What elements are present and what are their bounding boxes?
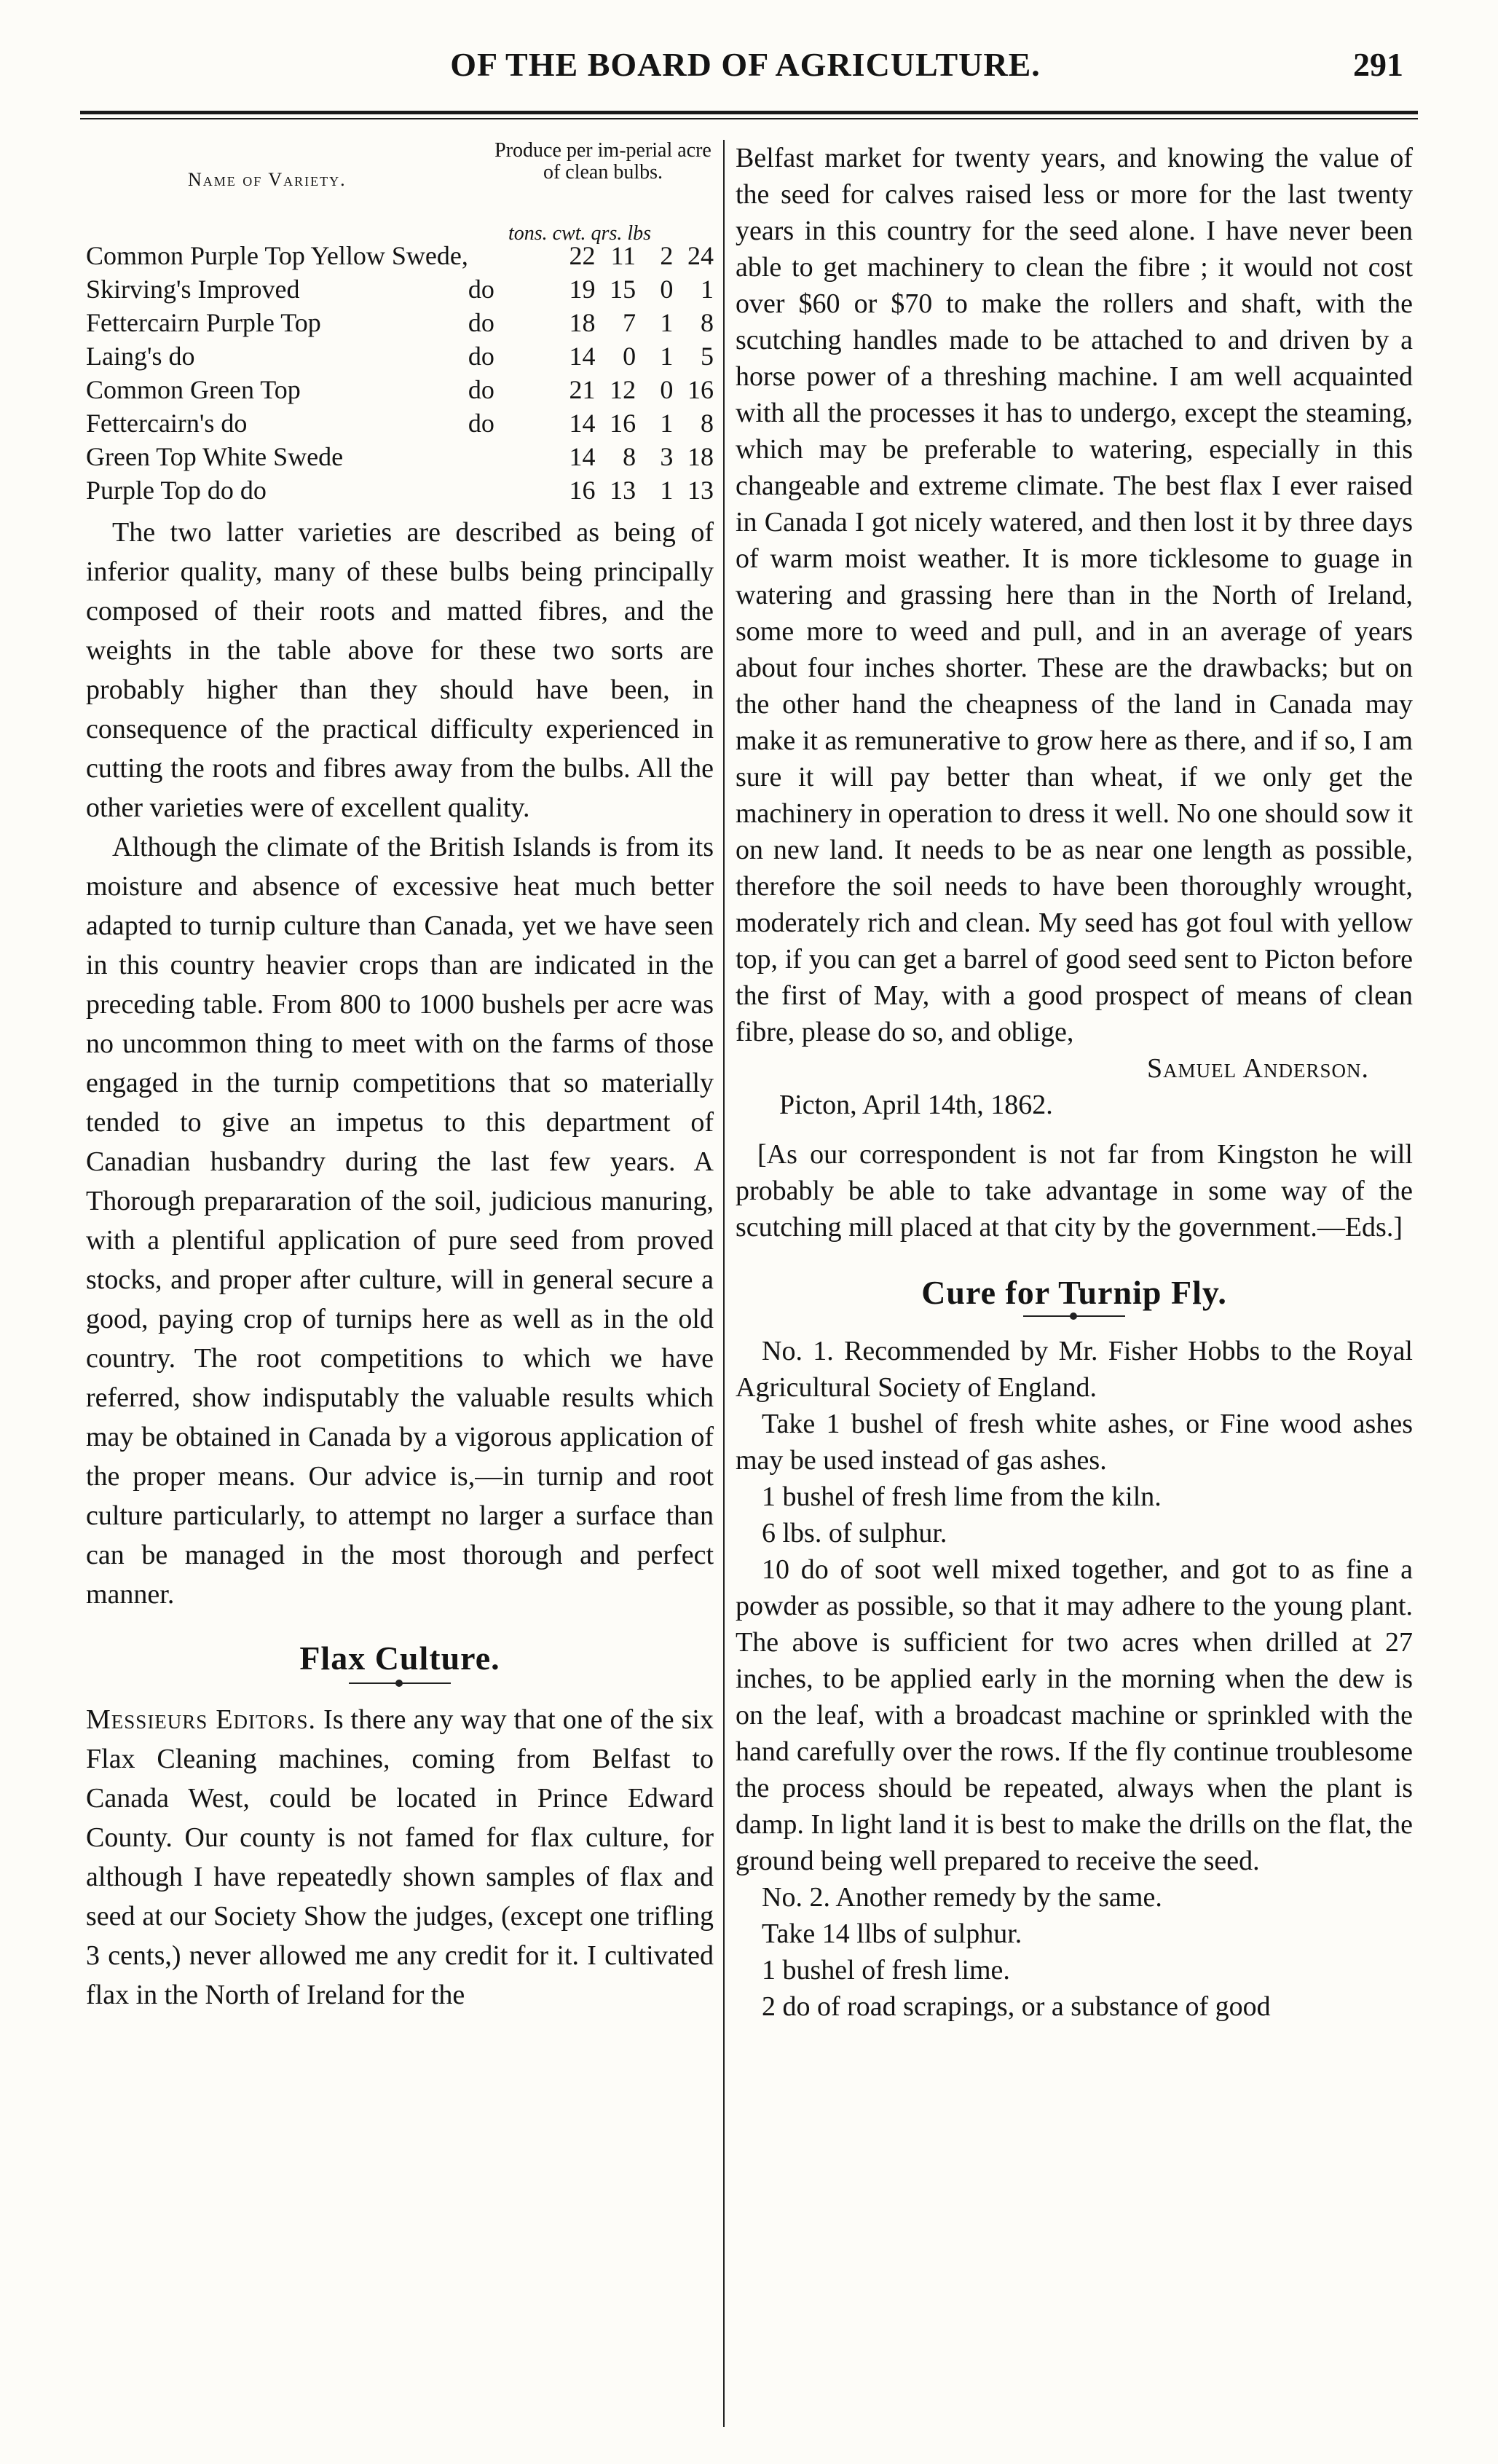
qrs-cell: 2: [660, 241, 674, 270]
salutation: Messieurs Editors.: [86, 1704, 317, 1735]
recipe-no2: No. 2. Another remedy by the same.: [762, 1882, 1162, 1913]
variety-cell: Common Green Top: [86, 375, 301, 404]
produce-column-header: Produce per im-perial acre of clean bulbs.: [494, 139, 711, 184]
variety-cell: Fettercairn's do: [86, 409, 248, 438]
recipe-sulphur: 6 lbs. of sulphur.: [762, 1518, 947, 1548]
left-column: [86, 140, 714, 2015]
variety-cell: Laing's do: [86, 342, 195, 371]
lbs-cell: 13: [687, 476, 714, 505]
recipe-lime-2: 1 bushel of fresh lime.: [762, 1955, 1010, 1985]
cwt-cell: 13: [610, 476, 636, 505]
recipe-take-sulphur: Take 14 llbs of sulphur.: [762, 1918, 1022, 1949]
variety-cell: Purple Top do do: [86, 476, 267, 505]
column-divider: [723, 140, 725, 2427]
lbs-cell: 8: [701, 409, 714, 438]
right-column: [736, 140, 1413, 2025]
cwt-cell: 7: [623, 308, 636, 337]
title-ornament: [349, 1682, 451, 1690]
lbs-cell: 5: [701, 342, 714, 371]
dateline: Picton, April 14th, 1862.: [779, 1090, 1053, 1120]
recipe-soot-directions: 10 do of soot well mixed together, and got to as fine a powder as possible, so that it may adhere to the young plant. The above is sufficient for two acres when drilled at 27 inches, to be applied early in the morning when the dew is on the leaf, with a broadcast machine or sprinkled with the hand carefully over the rows. If the fly continue troublesome the process should be repeated, always when the plant is damp. In light land it is best to make the drills on the flat, the ground being well prepared to receive the seed.: [736, 1554, 1413, 1876]
title-ornament: [1023, 1315, 1125, 1323]
lbs-cell: 1: [701, 275, 714, 304]
ditto-cell: [468, 440, 540, 473]
tons-cell: 16: [569, 476, 596, 505]
variety-cell: Green Top White Swede: [86, 442, 344, 471]
ditto-cell: do: [468, 342, 494, 371]
recipe-road-scrapings: 2 do of road scrapings, or a substance of good: [762, 1991, 1271, 2022]
ditto-cell: do: [468, 375, 494, 404]
tons-cell: 14: [569, 409, 596, 438]
paragraph-climate: Although the climate of the British Islands is from its moisture and absence of excessive heat much better adapted to turnip culture than Canada, yet we have seen in this country heavier crops than are indicated in the preceding table. From 800 to 1000 bushels per acre was no uncommon thing to meet with on the farms of those engaged in the turnip competitions that so materially tended to give an impetus to this department of Canadian husbandry during the last few years. A Thorough prepararation of the soil, judicious manuring, with a plentiful application of pure seed from proved stocks, and proper after culture, will in general secure a good, paying crop of turnips here as well as in the old country. The root competitions to which we have referred, show indisputably the valuable results which may be obtained in Canada by a vigorous application of the proper means. Our advice is,—in turnip and root culture particularly, to attempt no larger a surface than can be managed in the most thorough and perfect manner.: [86, 832, 714, 1610]
qrs-cell: 3: [660, 442, 674, 471]
qrs-cell: 1: [660, 476, 674, 505]
recipe-intro: No. 1. Recommended by Mr. Fisher Hobbs to the Royal Agricultural Society of England.: [736, 1336, 1413, 1403]
flax-letter-continued: Belfast market for twenty years, and knowing the value of the seed for calves raised less or more for the last twenty years in this country for the seed alone. I have never been able to get machinery to clean the fibre ; it would not cost over $60 or $70 to make the rollers and shaft, with the scutching handles made to be attached to and driven by a horse power of a threshing machine. I am well acquainted with all the processes it has to undergo, except the steaming, which may be preferable to watering, especially in this changeable and extreme climate. The best flax I ever raised in Canada I got nicely watered, and then lost it by three days of warm moist weather. It is more ticklesome to guage in watering and grassing here than in the North of Ireland, some more to weed and pull, and in an average of years about four inches shorter. These are the drawbacks; but on the other hand the cheapness of the land in Canada may make it as remunerative to grow here as there, and if so, I am sure it will pay better than wheat, if we only get the machinery in operation to dress it well. No one should sow it on new land. It needs to be as near one length as possible, therefore the soil needs to have been thoroughly wrought, moderately rich and clean. My seed has got foul with yellow top, if you can get a barrel of good seed sent to Picton before the first of May, with a good prospect of means of clean fibre, please do so, and oblige,: [736, 143, 1413, 1047]
turnip-fly-title: Cure for Turnip Fly.: [921, 1274, 1227, 1311]
qrs-cell: 1: [660, 308, 674, 337]
page-header: [80, 45, 1411, 96]
table-row: [86, 373, 714, 406]
header-rule: [80, 111, 1418, 114]
ditto-cell: do: [468, 275, 494, 304]
table-row: [86, 339, 714, 373]
variety-cell: Skirving's Improved: [86, 275, 300, 304]
qrs-cell: 1: [660, 342, 674, 371]
cwt-cell: 8: [623, 442, 636, 471]
table-row: [86, 406, 714, 440]
table-row: [86, 473, 714, 507]
tons-cell: 21: [569, 375, 596, 404]
flax-culture-title: Flax Culture.: [299, 1640, 500, 1677]
ditto-cell: do: [468, 409, 494, 438]
lbs-cell: 24: [687, 241, 714, 270]
variety-cell: Common Purple Top Yellow Swede,: [86, 241, 468, 270]
editor-note: [As our correspondent is not far from Kingston he will probably be able to take advantage in some way of the scutching mill placed at that city by the government.—Eds.]: [736, 1139, 1413, 1243]
signature: Samuel Anderson.: [1147, 1053, 1369, 1084]
lbs-cell: 8: [701, 308, 714, 337]
running-head: OF THE BOARD OF AGRICULTURE.: [450, 46, 1041, 83]
variety-cell: Fettercairn Purple Top: [86, 308, 321, 337]
table-row: [86, 440, 714, 473]
paragraph-varieties: The two latter varieties are described as being of inferior quality, many of these bulbs being principally composed of their roots and matted fibres, and the weights in the table above for these two sorts are probably higher than they should have been, in consequence of the practical difficulty experienced in cutting the roots and fibres away from the bulbs. All the other varieties were of excellent quality.: [86, 517, 714, 823]
cwt-cell: 12: [610, 375, 636, 404]
lbs-cell: 16: [687, 375, 714, 404]
lbs-cell: 18: [687, 442, 714, 471]
tons-cell: 18: [569, 308, 596, 337]
cwt-cell: 16: [610, 409, 636, 438]
ditto-cell: do: [468, 308, 494, 337]
cwt-cell: 0: [623, 342, 636, 371]
flax-letter-text: Is there any way that one of the six Flax Cleaning machines, coming from Belfast to Canada West, could be located in Prince Edward County. Our county is not famed for flax culture, for although I have repeatedly shown samples of flax and seed at our Society Show the judges, (except one trifling 3 cents,) never allowed me any credit for it. I cultivated flax in the North of Ireland for the: [86, 1704, 714, 2010]
ditto-cell: [468, 473, 540, 507]
qrs-cell: 0: [660, 375, 674, 404]
recipe-lime: 1 bushel of fresh lime from the kiln.: [762, 1481, 1162, 1512]
turnip-produce-table: [86, 239, 714, 507]
table-header: [86, 139, 714, 245]
header-rule-thin: [80, 118, 1418, 119]
table-row: [86, 306, 714, 339]
cwt-cell: 15: [610, 275, 636, 304]
tons-cell: 19: [569, 275, 596, 304]
units-header: tons. cwt. qrs. lbs: [508, 222, 652, 245]
variety-column-header: Name of Variety.: [188, 169, 347, 190]
tons-cell: 22: [569, 241, 596, 270]
qrs-cell: 1: [660, 409, 674, 438]
tons-cell: 14: [569, 442, 596, 471]
recipe-take-ashes: Take 1 bushel of fresh white ashes, or Fine wood ashes may be used instead of gas ashes.: [736, 1409, 1413, 1476]
qrs-cell: 0: [660, 275, 674, 304]
tons-cell: 14: [569, 342, 596, 371]
page-number: 291: [1353, 46, 1403, 83]
cwt-cell: 11: [610, 241, 636, 270]
flax-letter: [86, 1700, 714, 2015]
table-row: [86, 272, 714, 306]
